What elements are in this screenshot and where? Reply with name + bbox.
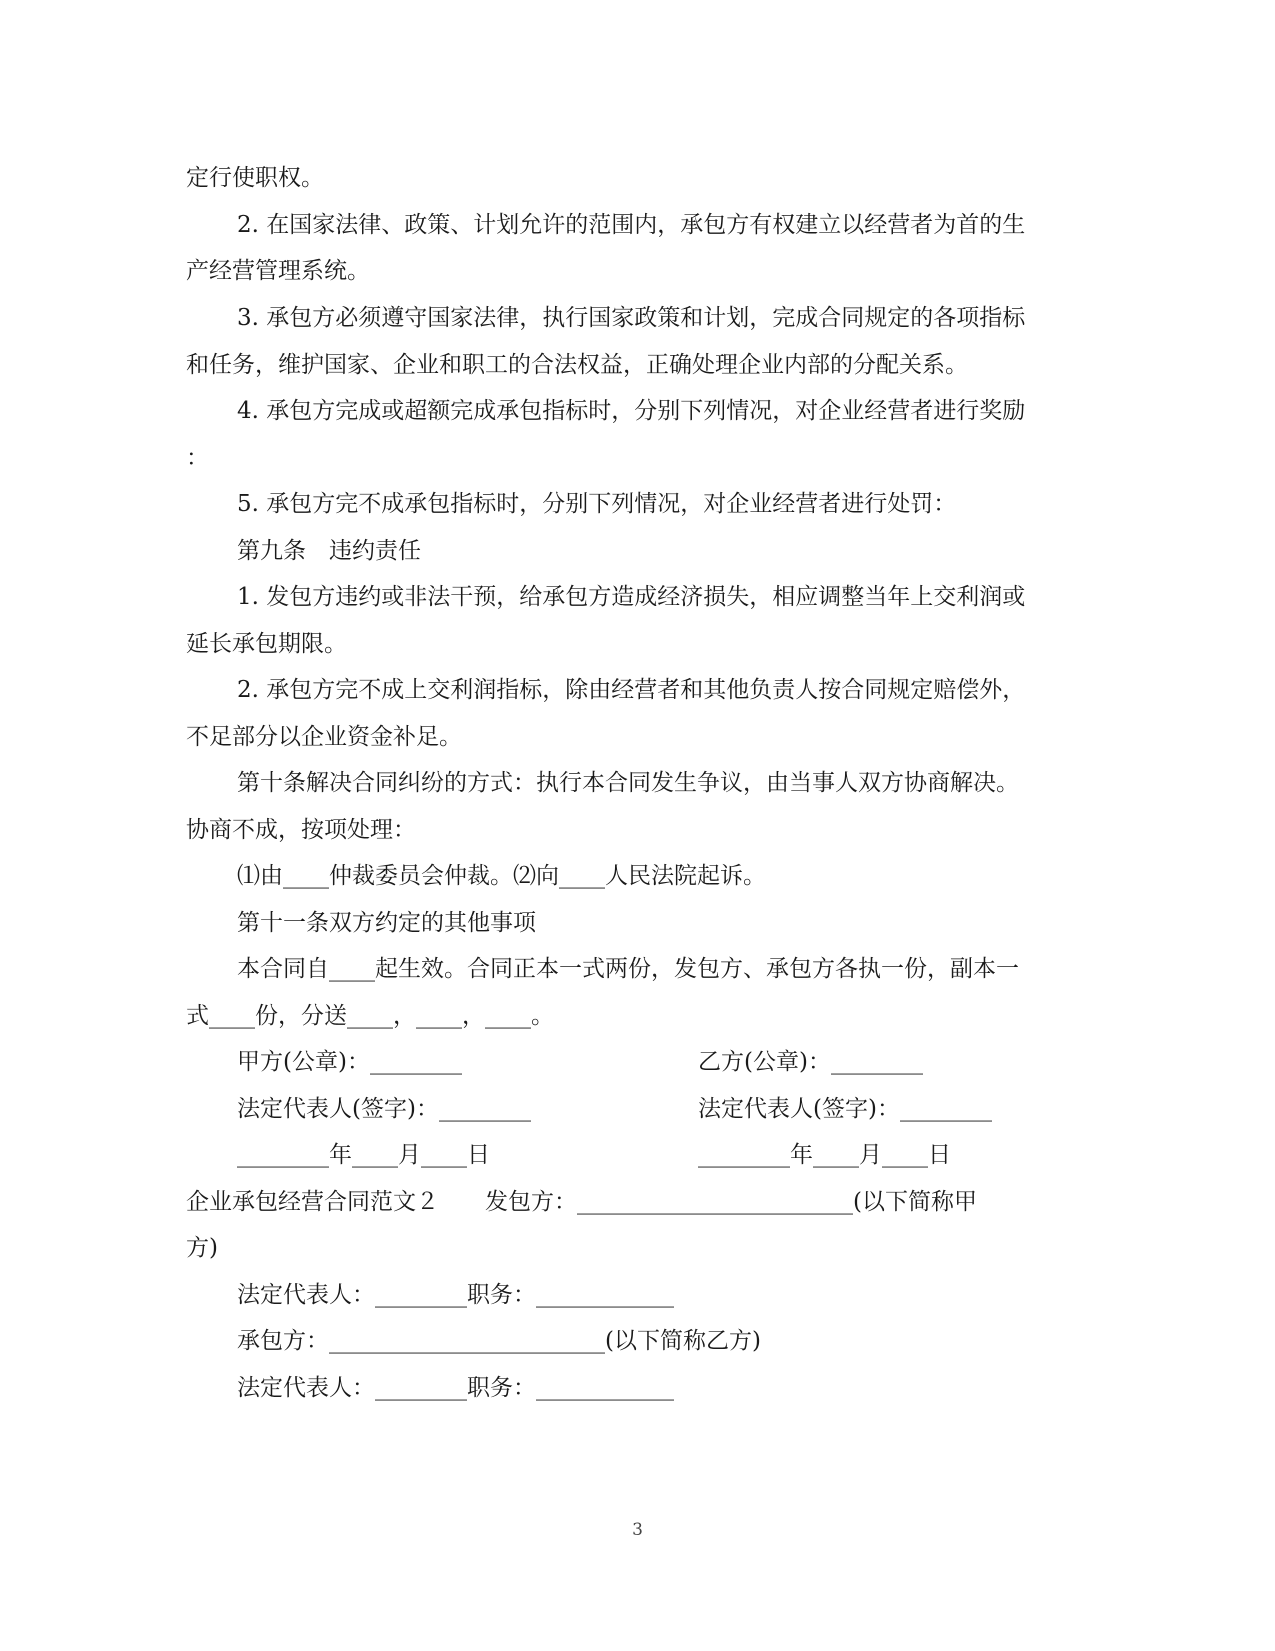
party-a-date: ________年____月____日 [237, 1142, 490, 1168]
party-b-seal: 乙方(公章)：________ [698, 1049, 923, 1075]
paragraph-line: 第十条解决合同纠纷的方式：执行本合同发生争议，由当事人双方协商解决。 [237, 770, 1019, 796]
page-number: 3 [632, 1520, 643, 1540]
paragraph-line: 延长承包期限。 [186, 631, 347, 657]
paragraph-line: 1. 发包方违约或非法干预，给承包方造成经济损失，相应调整当年上交利润或 [237, 584, 1026, 610]
paragraph-line: ： [186, 445, 209, 471]
paragraph-line: 4. 承包方完成或超额完成承包指标时，分别下列情况，对企业经营者进行奖励 [237, 398, 1026, 424]
party-b-representative: 法定代表人(签字)：________ [698, 1096, 992, 1122]
paragraph-line: 式____份，分送____，____，____。 [186, 1003, 554, 1029]
paragraph-line: 3. 承包方必须遵守国家法律，执行国家政策和计划，完成合同规定的各项指标 [237, 305, 1026, 331]
paragraph-line: 5. 承包方完不成承包指标时，分别下列情况，对企业经营者进行处罚： [237, 491, 957, 517]
sample2-contractor: 承包方：________________________(以下简称乙方) [237, 1328, 761, 1354]
paragraph-line: 定行使职权。 [186, 165, 324, 191]
sample2-heading: 企业承包经营合同范文２ 发包方：________________________(以下简称甲 [186, 1189, 977, 1215]
paragraph-line: 本合同自____起生效。合同正本一式两份，发包方、承包方各执一份，副本一 [237, 956, 1019, 982]
sample2-heading-cont: 方) [186, 1235, 218, 1261]
paragraph-line: ⑴由____仲裁委员会仲裁。⑵向____人民法院起诉。 [237, 863, 766, 889]
paragraph-line: 产经营管理系统。 [186, 258, 370, 284]
paragraph-line: 2. 在国家法律、政策、计划允许的范围内，承包方有权建立以经营者为首的生 [237, 212, 1026, 238]
sample2-rep-a: 法定代表人：________职务：____________ [237, 1282, 674, 1308]
article-heading: 第十一条双方约定的其他事项 [237, 910, 536, 936]
party-a-representative: 法定代表人(签字)：________ [237, 1096, 531, 1122]
paragraph-line: 和任务，维护国家、企业和职工的合法权益，正确处理企业内部的分配关系。 [186, 352, 968, 378]
sample2-rep-b: 法定代表人：________职务：____________ [237, 1375, 674, 1401]
party-a-seal: 甲方(公章)：________ [237, 1049, 462, 1075]
paragraph-line: 2. 承包方完不成上交利润指标，除由经营者和其他负责人按合同规定赔偿外， [237, 677, 1026, 703]
article-heading: 第九条 违约责任 [237, 538, 421, 564]
paragraph-line: 协商不成，按项处理： [186, 817, 416, 843]
paragraph-line: 不足部分以企业资金补足。 [186, 724, 462, 750]
party-b-date: ________年____月____日 [698, 1142, 951, 1168]
